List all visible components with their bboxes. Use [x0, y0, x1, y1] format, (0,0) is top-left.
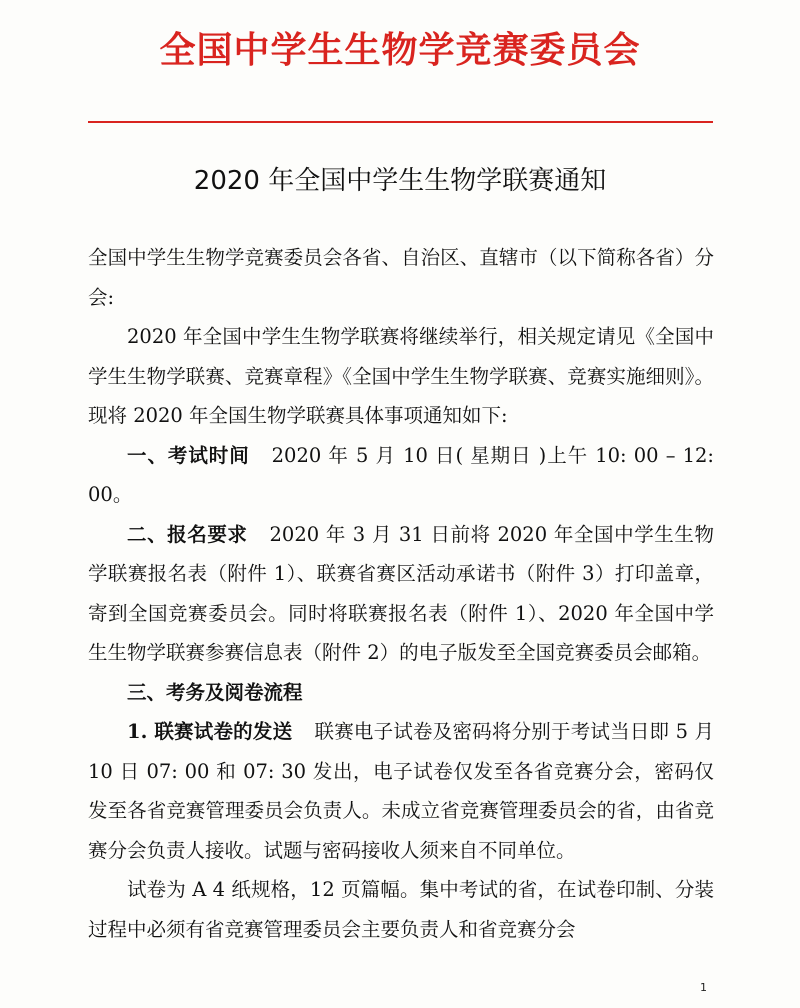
salutation: 全国中学生生物学竞赛委员会各省、自治区、直辖市（以下简称各省）分会:	[88, 246, 714, 309]
section-heading-exam-process: 三、考务及阅卷流程	[127, 680, 303, 704]
section-text-registration: 2020 年 3 月 31 日前将 2020 年全国中学生生物学联赛报名表（附件 1）、联赛省赛区活动承诺书（附件 3）打印盖章，寄到全国竞赛委员会。同时将联赛报名表（附件 1）、2020 年全国中学生生物学联赛参赛信息表（附件 2）的电子版发至全国竞赛委员会邮箱。	[88, 522, 714, 664]
section-registration	[88, 515, 714, 673]
letterhead-divider	[88, 121, 713, 123]
document-title: 2020 年全国中学生生物学联赛通知	[193, 166, 607, 196]
letterhead-org-name: 全国中学生生物学竞赛委员会	[159, 30, 641, 71]
subsection-heading-paper-delivery: 1. 联赛试卷的发送	[127, 720, 293, 743]
subsection-paper-delivery	[88, 712, 714, 870]
section-heading-exam-time: 一、考试时间	[127, 443, 250, 467]
section-exam-time	[88, 436, 714, 515]
section-text-exam-time: 2020 年 5 月 10 日( 星期日 )上午 10: 00 – 12: 00。	[88, 443, 714, 506]
document-body	[88, 238, 714, 949]
intro-paragraph: 2020 年全国中学生生物学联赛将继续举行，相关规定请见《全国中学生生物学联赛、竞赛章程》《全国中学生生物学联赛、竞赛实施细则》。现将 2020 年全国生物学联赛具体事项通知如下:	[88, 325, 714, 427]
paper-spec-paragraph: 试卷为 A 4 纸规格，12 页篇幅。集中考试的省，在试卷印制、分装过程中必须有省竞赛管理委员会主要负责人和省竞赛分会	[88, 878, 714, 941]
subsection-text-paper-delivery: 联赛电子试卷及密码将分别于考试当日即 5 月 10 日 07: 00 和 07: 30 发出，电子试卷仅发至各省竞赛分会，密码仅发至各省竞赛管理委员会负责人。未成立省竞赛管理委员会的省，由省竞赛分会负责人接收。试题与密码接收人须来自不同单位。	[88, 720, 714, 862]
page-number: 1	[700, 981, 707, 994]
section-heading-registration: 二、报名要求	[127, 522, 248, 546]
